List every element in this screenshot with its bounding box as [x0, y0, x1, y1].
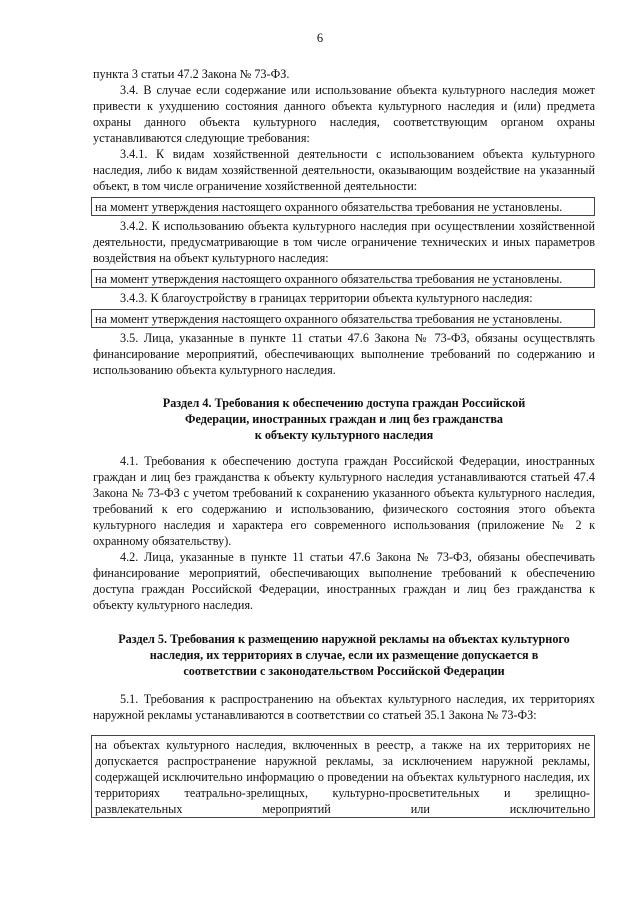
paragraph-3-4: 3.4. В случае если содержание или использование объекта культурного наследия может привести к ухудшению состояния данного объекта культурного наследия и (или) предмета охраны данного объекта культурного наследия, соответствующим органом охраны устанавливаются следующие требования:: [93, 83, 595, 145]
paragraph-3-5: 3.5. Лица, указанные в пункте 11 статьи 47.6 Закона № 73-ФЗ, обязаны осуществлять финансирование мероприятий, обеспечивающих выполнение требований по содержанию и использованию объекта культурного наследия.: [93, 331, 595, 377]
page-number: 6: [316, 31, 324, 45]
requirement-box-3: [91, 309, 595, 328]
paragraph-3-4-2: 3.4.2. К использованию объекта культурного наследия при осуществлении хозяйственной деятельности, предусматривающие в том числе ограничение технических и иных параметров воздействия на объект культурного наследия:: [93, 219, 595, 265]
requirement-box-1-text: на момент утверждения настоящего охранного обязательства требования не установлены.: [95, 200, 563, 214]
section-5-heading: [93, 631, 595, 679]
section-5-heading-line-2: наследия, их территориях в случае, если их размещение допускается в: [149, 648, 539, 662]
paragraph-3-4-1: 3.4.1. К видам хозяйственной деятельности с использованием объекта культурного наследия, либо к видам хозяйственной деятельности, оказывающим воздействие на указанный объект, в том числе ограничение хозяйственной деятельности:: [93, 147, 595, 193]
paragraph-4-2: 4.2. Лица, указанные в пункте 11 статьи 47.6 Закона № 73-ФЗ, обязаны обеспечивать финансирование мероприятий, обеспечивающих выполнение требований к обеспечению доступа граждан Российской Федерации, иностранных граждан и лиц без гражданства к объекту культурного наследия.: [93, 550, 595, 612]
section-5-heading-line-3: соответствии с законодательством Российской Федерации: [183, 664, 505, 678]
section-4-heading-line-1: Раздел 4. Требования к обеспечению доступа граждан Российской: [162, 396, 526, 410]
requirement-box-1: [91, 197, 595, 216]
paragraph-continuation: пункта 3 статьи 47.2 Закона № 73-ФЗ.: [93, 67, 290, 81]
document-body: [93, 66, 595, 820]
requirement-box-3-text: на момент утверждения настоящего охранного обязательства требования не установлены.: [95, 312, 563, 326]
section-5-heading-line-1: Раздел 5. Требования к размещению наружной рекламы на объектах культурного: [118, 632, 570, 646]
requirement-box-5-text: на объектах культурного наследия, включенных в реестр, а также на их территориях не допускается распространение наружной рекламы, за исключением наружной рекламы, содержащей исключительно информацию о проведении на объектах культурного наследия, их территориях театрально-зрелищных, культурно-просветительных и зрелищно-развлекательных мероприятий или исключительно: [95, 738, 590, 816]
paragraph-4-1: 4.1. Требования к обеспечению доступа граждан Российской Федерации, иностранных граждан и лиц без гражданства к объекту культурного наследия устанавливаются статьей 47.4 Закона № 73-ФЗ с учетом требований к сохранению указанного объекта культурного наследия, требований к его содержанию и использованию, физического состояния этого объекта культурного наследия и характера его современного использования (приложение № 2 к охранному обязательству).: [93, 454, 595, 548]
paragraph-5-1: 5.1. Требования к распространению на объектах культурного наследия, их территориях наружной рекламы устанавливаются в соответствии со статьей 35.1 Закона № 73-ФЗ:: [93, 692, 595, 722]
requirement-box-2: [91, 269, 595, 288]
paragraph-3-4-3: 3.4.3. К благоустройству в границах территории объекта культурного наследия:: [120, 291, 533, 305]
section-4-heading-line-3: к объекту культурного наследия: [254, 428, 434, 442]
requirement-box-2-text: на момент утверждения настоящего охранного обязательства требования не установлены.: [95, 272, 563, 286]
section-4-heading: [93, 395, 595, 443]
section-4-heading-line-2: Федерации, иностранных граждан и лиц без гражданства: [184, 412, 504, 426]
requirement-box-5: [91, 735, 595, 818]
